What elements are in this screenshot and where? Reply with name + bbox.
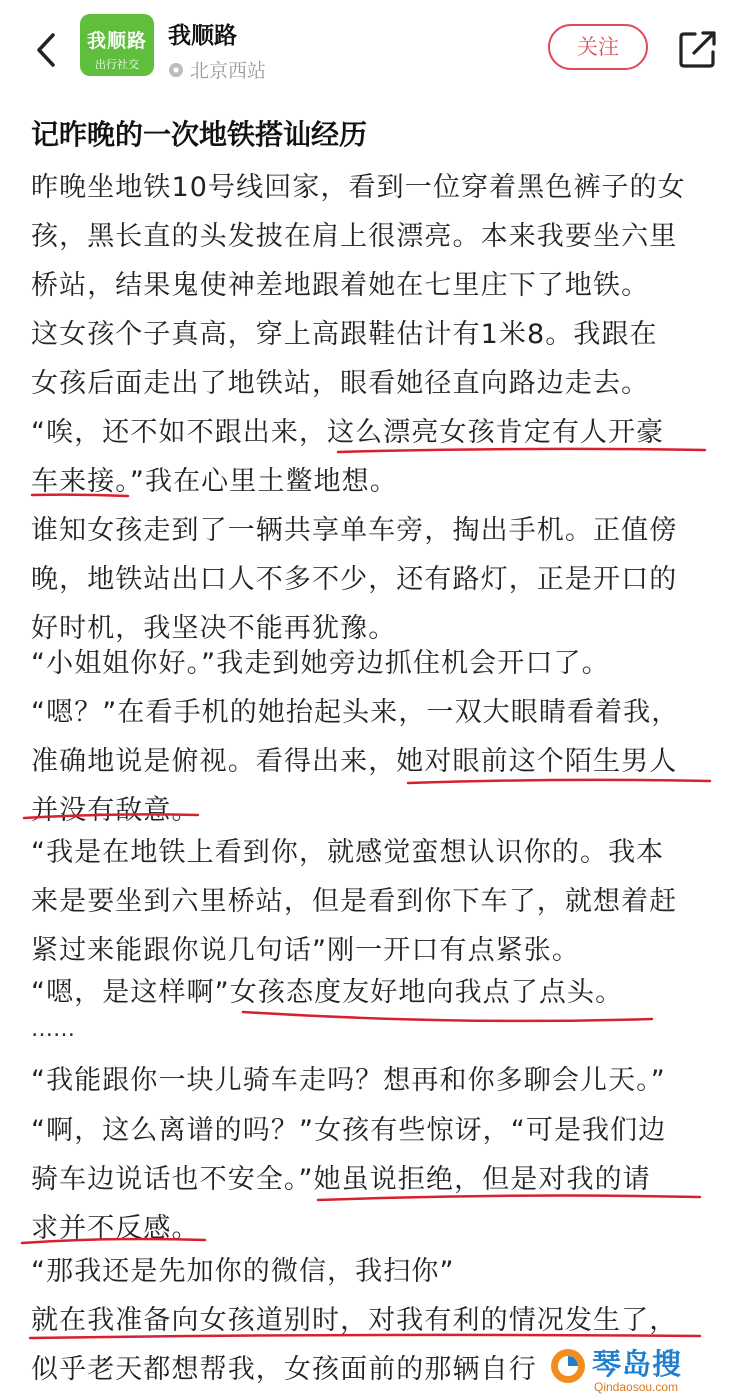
paragraph-9	[31, 1056, 721, 1105]
text-line: 桥站，结果鬼使神差地跟着她在七里庄下了地铁。	[31, 270, 650, 301]
paragraph-2	[31, 310, 721, 408]
text-line: 骑车边说话也不安全。”她虽说拒绝，但是对我的请	[31, 1164, 651, 1195]
paragraph-6	[31, 688, 721, 835]
site-watermark	[548, 1342, 748, 1396]
watermark-url: Qindaosou.com	[594, 1380, 679, 1394]
post-header	[0, 0, 750, 100]
watermark-text: 琴岛搜	[592, 1347, 683, 1381]
text-line: “啊，这么离谱的吗？”女孩有些惊讶，“可是我们边	[31, 1115, 667, 1146]
text-line: “嗯，是这样啊”女孩态度友好地向我点了点头。	[31, 977, 624, 1008]
back-arrow-icon[interactable]	[28, 30, 68, 70]
location-pin-icon	[168, 61, 184, 79]
text-line: “嗯？”在看手机的她抬起头来，一双大眼睛看着我，	[31, 697, 680, 728]
text-line: 准确地说是俯视。看得出来，她对眼前这个陌生男人	[31, 746, 678, 777]
post-title: 记昨晚的一次地铁搭讪经历	[31, 118, 368, 151]
share-icon[interactable]	[677, 28, 719, 70]
paragraph-8	[31, 968, 721, 1017]
follow-button[interactable]: 关注	[548, 24, 648, 70]
text-line: “我能跟你一块儿骑车走吗？想再和你多聊会儿天。”	[31, 1065, 666, 1096]
text-line: 车来接。”我在心里土鳖地想。	[31, 466, 398, 497]
paragraph-10	[31, 1106, 721, 1253]
text-line: 谁知女孩走到了一辆共享单车旁，掏出手机。正值傍	[31, 515, 678, 546]
text-line: “小姐姐你好。”我走到她旁边抓住机会开口了。	[31, 648, 610, 679]
account-name[interactable]: 我顺路	[168, 23, 237, 49]
text-line: 这女孩个子真高，穿上高跟鞋估计有1米8。我跟在	[31, 319, 658, 350]
text-line: 晚，地铁站出口人不多不少，还有路灯，正是开口的	[31, 564, 678, 595]
watermark-logo-icon	[548, 1346, 588, 1386]
account-avatar-logo[interactable]	[80, 14, 154, 76]
location-tag	[168, 56, 266, 83]
text-line: 好时机，我坚决不能再犹豫。	[31, 613, 397, 644]
text-line: 求并不反感。	[31, 1213, 200, 1244]
text-line: 昨晚坐地铁10号线回家，看到一位穿着黑色裤子的女	[31, 172, 686, 203]
text-line: “唉，还不如不跟出来，这么漂亮女孩肯定有人开豪	[31, 417, 665, 448]
text-line: 就在我准备向女孩道别时，对我有利的情况发生了，	[31, 1305, 678, 1336]
logo-subtext: 出行社交	[95, 58, 139, 71]
paragraph-5	[31, 639, 721, 688]
text-line: “我是在地铁上看到你，就感觉蛮想认识你的。我本	[31, 837, 665, 868]
text-line: 来是要坐到六里桥站，但是看到你下车了，就想着赶	[31, 886, 678, 917]
location-text: 北京西站	[190, 60, 267, 82]
paragraph-1	[31, 163, 721, 310]
text-line: 孩，黑长直的头发披在肩上很漂亮。本来我要坐六里	[31, 221, 678, 252]
text-line: 并没有敌意。	[31, 795, 200, 826]
paragraph-3	[31, 408, 721, 506]
paragraph-7	[31, 828, 721, 975]
text-line: “那我还是先加你的微信，我扫你”	[31, 1256, 455, 1287]
paragraph-4	[31, 506, 721, 653]
text-line: 紧过来能跟你说几句话”刚一开口有点紧张。	[31, 935, 580, 966]
ellipsis: ……	[31, 1017, 75, 1042]
logo-text: 我顺路	[86, 30, 147, 52]
text-line: 似乎老天都想帮我，女孩面前的那辆自行	[31, 1354, 537, 1385]
text-line: 女孩后面走出了地铁站，眼看她径直向路边走去。	[31, 368, 650, 399]
